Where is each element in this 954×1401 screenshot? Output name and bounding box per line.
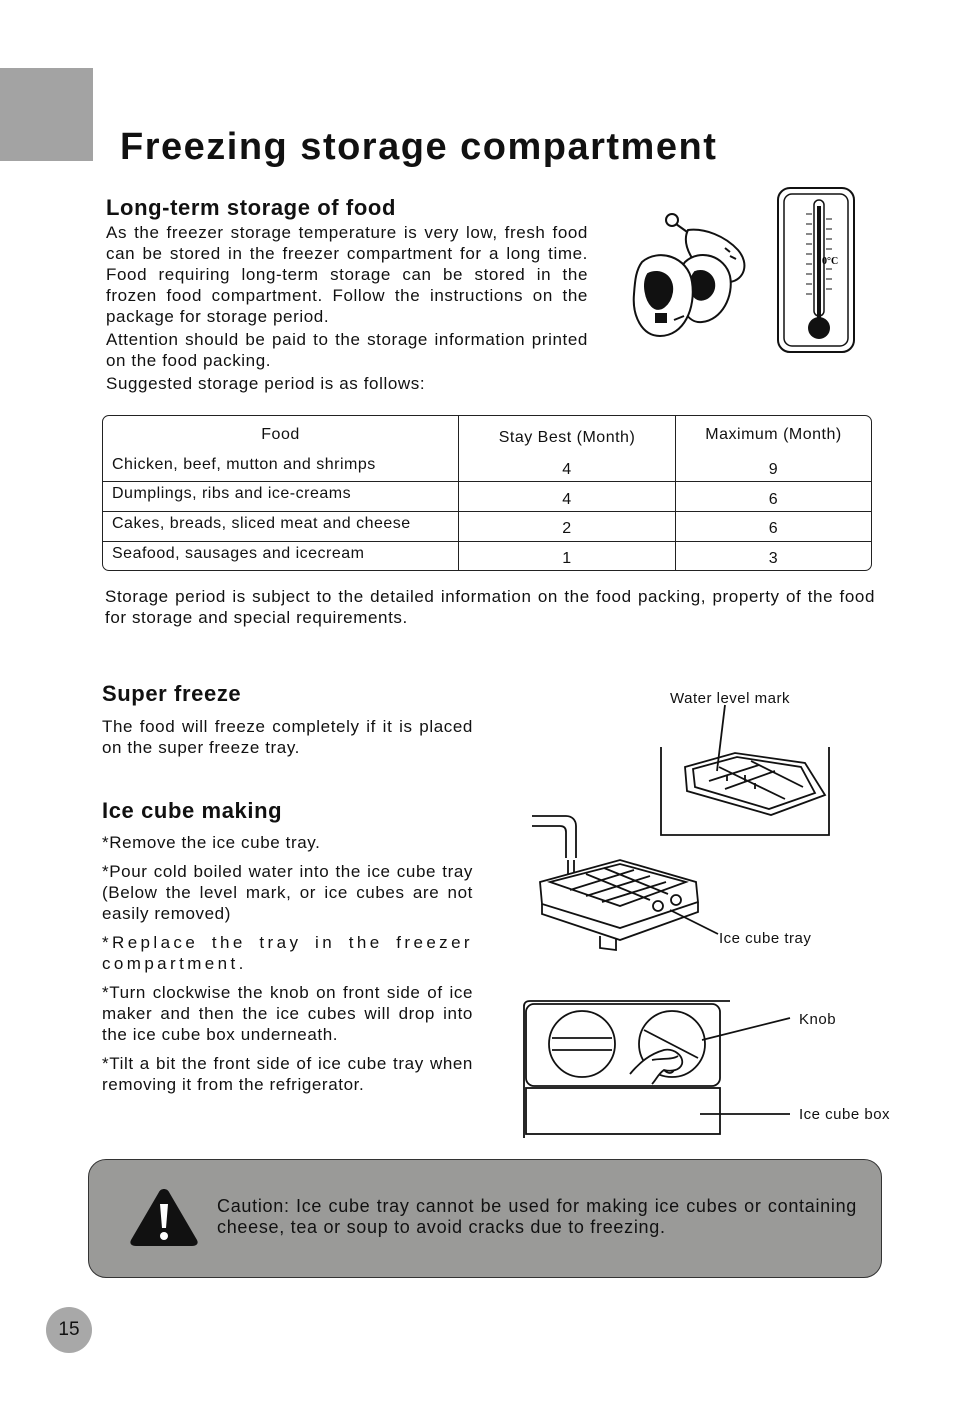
table-header-row (103, 416, 871, 453)
warning-triangle-icon (128, 1186, 200, 1248)
thermometer-unit-label: 0°C (822, 256, 839, 267)
super-freeze-heading: Super freeze (102, 681, 242, 706)
maximum-cell: 6 (676, 511, 872, 541)
storage-note: Storage period is subject to the detailed information on the food packing, property of the food for storage and special requirements. (105, 587, 875, 627)
long-term-storage-heading: Long-term storage of food (106, 195, 396, 220)
column-header-maximum: Maximum (Month) (705, 425, 842, 443)
table-row (103, 511, 871, 541)
ice-cube-step: *Turn clockwise the knob on front side of ice maker and then the ice cubes will drop into the ice cube box underneath. (102, 983, 473, 1044)
caution-text: Caution: Ice cube tray cannot be used for making ice cubes or containing cheese, tea or soup to avoid cracks due to freezing. (217, 1196, 857, 1237)
ice-cube-step: *Remove the ice cube tray. (102, 833, 321, 852)
page-number: 15 (46, 1307, 92, 1353)
food-cell: Chicken, beef, mutton and shrimps (103, 453, 459, 482)
super-freeze-text: The food will freeze completely if it is placed on the super freeze tray. (102, 717, 473, 757)
food-cell: Dumplings, ribs and ice-creams (103, 482, 459, 512)
ice-cube-step: *Tilt a bit the front side of ice cube tray when removing it from the refrigerator. (102, 1054, 473, 1094)
ice-cube-tray-label: Ice cube tray (719, 930, 812, 947)
page-title: Freezing storage compartment (120, 126, 718, 168)
long-term-paragraph-3: Suggested storage period is as follows: (106, 374, 426, 393)
ice-cube-step: *Replace the tray in the freezer compartment. (102, 933, 473, 973)
maximum-cell: 6 (676, 482, 872, 512)
ice-maker-knob-diagram (522, 1000, 794, 1140)
long-term-storage-text (106, 222, 588, 394)
maximum-cell: 9 (676, 453, 872, 482)
ice-cube-steps (102, 832, 473, 1095)
ice-cube-step: *Pour cold boiled water into the ice cube tray (Below the level mark, or ice cubes are not easily removed) (102, 862, 473, 923)
table-row (103, 482, 871, 512)
frozen-meat-illustration (630, 210, 765, 340)
ice-cube-heading: Ice cube making (102, 798, 283, 823)
thermometer-illustration (776, 186, 856, 354)
storage-period-table (102, 415, 872, 571)
knob-label: Knob (799, 1011, 837, 1028)
section-tab-marker (0, 68, 93, 161)
stay-best-cell: 4 (459, 482, 676, 512)
stay-best-cell: 4 (459, 453, 676, 482)
table-row (103, 541, 871, 570)
maximum-cell: 3 (768, 549, 779, 567)
water-level-mark-label: Water level mark (670, 690, 790, 707)
table-row (103, 453, 871, 482)
long-term-paragraph-1: As the freezer storage temperature is very low, fresh food can be stored in the freezer compartment for a long time. Food requiring long-term storage can be stored in the frozen food compartment. Follow the instructions on the package for storage period. (106, 223, 588, 326)
stay-best-cell: 2 (459, 511, 676, 541)
food-cell: Cakes, breads, sliced meat and cheese (103, 511, 459, 541)
food-cell: Seafood, sausages and icecream (103, 541, 459, 570)
stay-best-cell: 1 (459, 541, 676, 570)
ice-cube-tray-pouring-diagram (530, 810, 720, 955)
column-header-stay-best: Stay Best (Month) (459, 416, 676, 453)
column-header-food: Food (103, 416, 459, 453)
long-term-paragraph-2: Attention should be paid to the storage information printed on the food packing. (106, 330, 588, 370)
ice-cube-box-label: Ice cube box (799, 1106, 891, 1123)
